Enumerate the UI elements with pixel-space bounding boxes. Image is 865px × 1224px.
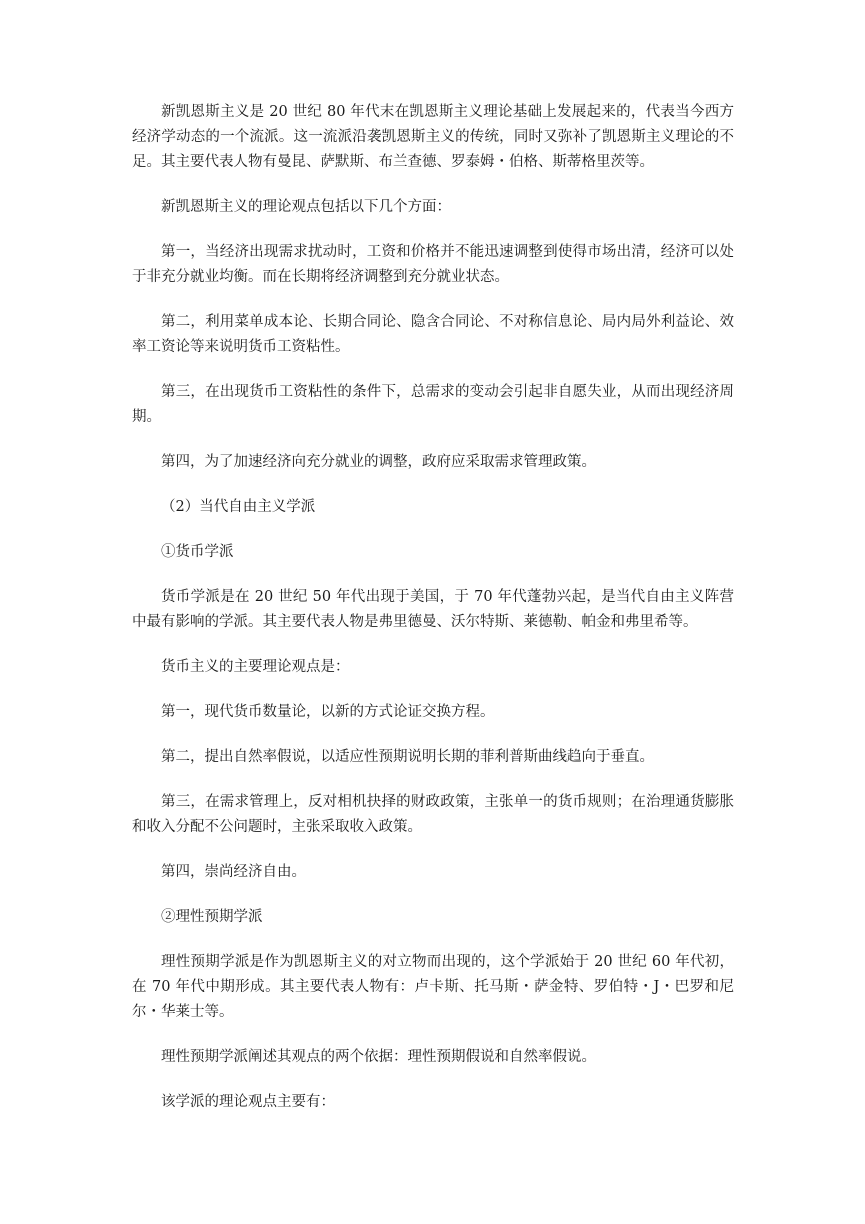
paragraph-new-keynesian-point-1: 第一，当经济出现需求扰动时，工资和价格并不能迅速调整到使得市场出清，经济可以处于非充分就业均衡。而在长期将经济调整到充分就业状态。 [132, 244, 734, 285]
paragraph-monetarism-point-4: 第四，崇尚经济自由。 [161, 864, 306, 880]
document-body [132, 100, 734, 1135]
paragraph-rational-expectations-basis: 理性预期学派阐述其观点的两个依据：理性预期假说和自然率假说。 [161, 1049, 596, 1065]
paragraph-new-keynesian-point-4: 第四，为了加速经济向充分就业的调整，政府应采取需求管理政策。 [161, 454, 596, 470]
section-heading-liberalism: （2）当代自由主义学派 [161, 499, 316, 515]
paragraph-monetarism-point-2: 第二，提出自然率假说，以适应性预期说明长期的菲利普斯曲线趋向于垂直。 [161, 749, 654, 765]
paragraph-monetarism-views-lead: 货币主义的主要理论观点是： [161, 659, 350, 675]
paragraph-monetarism-intro: 货币学派是在 20 世纪 50 年代出现于美国，于 70 年代蓬勃兴起，是当代自由主义阵营中最有影响的学派。其主要代表人物是弗里德曼、沃尔特斯、莱德勒、帕金和弗里希等。 [132, 589, 734, 630]
paragraph-rational-expectations-views-lead: 该学派的理论观点主要有： [161, 1094, 335, 1110]
subheading-monetarism: ①货币学派 [161, 544, 234, 560]
paragraph-new-keynesian-intro: 新凯恩斯主义是 20 世纪 80 年代末在凯恩斯主义理论基础上发展起来的，代表当今西方经济学动态的一个流派。这一流派沿袭凯恩斯主义的传统，同时又弥补了凯恩斯主义理论的不足。其主要代表人物有曼昆、萨默斯、布兰查德、罗泰姆・伯格、斯蒂格里茨等。 [132, 104, 734, 170]
paragraph-monetarism-point-3: 第三，在需求管理上，反对相机抉择的财政政策，主张单一的货币规则；在治理通货膨胀和收入分配不公问题时，主张采取收入政策。 [132, 794, 734, 835]
paragraph-new-keynesian-point-2: 第二，利用菜单成本论、长期合同论、隐含合同论、不对称信息论、局内局外利益论、效率工资论等来说明货币工资粘性。 [132, 314, 734, 355]
subheading-rational-expectations: ②理性预期学派 [161, 909, 263, 925]
paragraph-rational-expectations-intro: 理性预期学派是作为凯恩斯主义的对立物而出现的，这个学派始于 20 世纪 60 年代初，在 70 年代中期形成。其主要代表人物有：卢卡斯、托马斯・萨金特、罗伯特・J・巴罗和尼尔・华莱士等。 [132, 954, 734, 1020]
paragraph-new-keynesian-point-3: 第三，在出现货币工资粘性的条件下，总需求的变动会引起非自愿失业，从而出现经济周期。 [132, 384, 734, 425]
paragraph-monetarism-point-1: 第一，现代货币数量论，以新的方式论证交换方程。 [161, 704, 495, 720]
paragraph-new-keynesian-views-lead: 新凯恩斯主义的理论观点包括以下几个方面： [161, 199, 451, 215]
